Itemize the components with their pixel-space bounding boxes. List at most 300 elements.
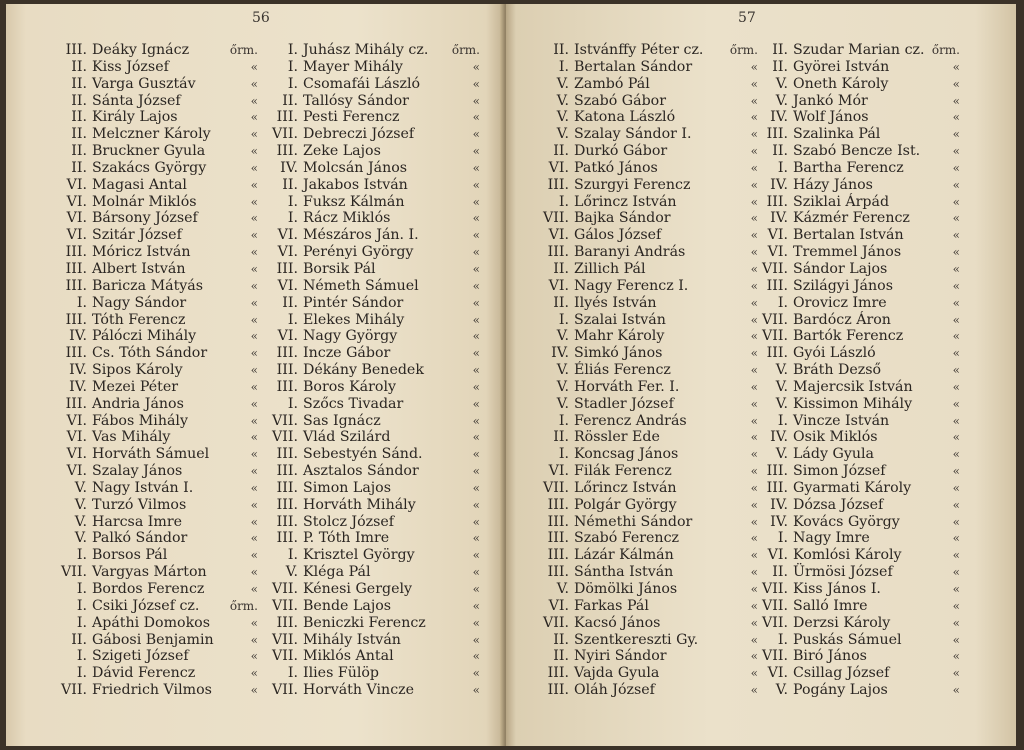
entry-rank: V. (556, 362, 569, 379)
entry-name: Komlósi Károly (793, 547, 902, 564)
entry-rank-mark: « (250, 565, 258, 580)
entry-name: Bartha Ferencz (793, 159, 904, 176)
entry-rank: V. (556, 378, 569, 395)
entry-rank: IV. (69, 362, 87, 379)
entry-rank-mark: « (750, 211, 758, 226)
entry-name: Deáky Ignácz (92, 42, 190, 58)
entry-rank: VII. (762, 260, 788, 277)
entry-name: Gábosi Benjamin (92, 631, 214, 648)
entry-rank-mark: « (472, 464, 480, 479)
entry-rank: I. (287, 311, 298, 328)
entry-name: Gálos József (574, 227, 662, 244)
entry-name: Baranyi András (574, 244, 686, 261)
roster-entry (268, 313, 480, 328)
entry-rank: VI. (66, 446, 87, 463)
entry-name: Orovicz Imre (793, 294, 887, 311)
entry-rank: III. (65, 395, 87, 412)
entry-name: Rácz Miklós (303, 210, 391, 227)
entry-rank: VI. (277, 277, 298, 294)
entry-rank-mark: « (750, 565, 758, 580)
entry-name: Borsos Pál (92, 547, 168, 564)
roster-entry (58, 633, 258, 648)
entry-name: Magasi Antal (92, 176, 187, 193)
entry-name: Molnár Miklós (92, 193, 197, 210)
entry-rank-mark: « (952, 598, 960, 613)
entry-rank: I. (558, 412, 569, 429)
roster-entry (540, 599, 758, 614)
roster-entry (758, 228, 960, 243)
entry-name: Palkó Sándor (92, 530, 188, 547)
entry-rank-mark: « (750, 615, 758, 630)
entry-rank: VII. (762, 311, 788, 328)
roster-entry (268, 599, 480, 614)
entry-rank: VII. (272, 429, 298, 446)
entry-rank: V. (775, 682, 788, 699)
roster-entry (540, 397, 758, 412)
entry-rank: III. (276, 362, 298, 379)
entry-rank-mark: « (952, 144, 960, 159)
roster-entry (58, 195, 258, 210)
roster-entry (268, 481, 480, 496)
entry-name: Kissimon Mihály (793, 395, 913, 412)
entry-rank-mark: « (472, 582, 480, 596)
roster-entry (540, 329, 758, 344)
roster-entry (758, 211, 960, 226)
roster-entry (758, 649, 960, 664)
entry-rank: III. (65, 260, 87, 277)
entry-name: Tallósy Sándor (303, 92, 409, 109)
entry-name: Katona László (574, 109, 676, 126)
roster-entry (540, 60, 758, 75)
entry-rank-mark: « (472, 565, 480, 580)
entry-name: Jakabos István (303, 176, 408, 193)
entry-name: Bartók Ferencz (793, 328, 904, 345)
entry-rank: I. (76, 648, 87, 665)
roster-entry (540, 481, 758, 496)
roster-entry (58, 649, 258, 664)
roster-entry (540, 296, 758, 311)
entry-rank-mark: « (250, 413, 258, 428)
roster-entry (758, 279, 960, 294)
entry-name: Nyiri Sándor (574, 648, 667, 665)
roster-entry (268, 447, 480, 462)
entry-rank-mark: « (472, 413, 480, 428)
entry-rank: VII. (762, 648, 788, 665)
entry-rank: I. (777, 294, 788, 311)
entry-rank-mark: « (472, 127, 480, 142)
entry-rank: II. (71, 631, 87, 648)
entry-rank: III. (65, 42, 87, 58)
entry-rank: VII. (762, 328, 788, 345)
entry-rank: III. (65, 311, 87, 328)
entry-rank: II. (71, 159, 87, 176)
entry-name: Nagy György (303, 328, 398, 345)
entry-name: Osik Miklós (793, 429, 878, 446)
entry-name: Mayer Mihály (303, 58, 403, 75)
entry-rank-mark: őrm. (451, 43, 480, 57)
entry-rank: V. (556, 75, 569, 92)
entry-name: Harcsa Imre (92, 513, 183, 530)
entry-rank: I. (777, 412, 788, 429)
entry-rank-mark: « (250, 514, 258, 529)
roster-entry (758, 599, 960, 614)
entry-rank: VI. (548, 463, 569, 480)
roster-entry (268, 397, 480, 412)
roster-entry (758, 464, 960, 479)
entry-rank: I. (76, 665, 87, 682)
entry-name: Patkó János (574, 159, 658, 176)
entry-name: Beniczki Ferencz (303, 614, 426, 631)
entry-name: Dózsa József (793, 496, 884, 513)
roster-entry (58, 666, 258, 681)
roster-entry (58, 296, 258, 311)
entry-rank: II. (553, 294, 569, 311)
entry-name: Krisztel György (303, 547, 415, 564)
entry-rank: VI. (66, 193, 87, 210)
entry-rank-mark: « (952, 413, 960, 428)
entry-rank-mark: « (750, 278, 758, 293)
entry-rank: VII. (762, 581, 788, 597)
entry-rank: IV. (770, 210, 788, 227)
roster-entry (758, 94, 960, 109)
entry-rank-mark: « (750, 363, 758, 378)
entry-rank-mark: « (952, 329, 960, 344)
roster-entry (540, 498, 758, 513)
entry-rank: III. (65, 244, 87, 261)
entry-name: Juhász Mihály cz. (303, 42, 429, 58)
entry-rank: VI. (66, 210, 87, 227)
entry-rank-mark: « (750, 464, 758, 479)
entry-rank: V. (74, 513, 87, 530)
entry-rank: V. (775, 446, 788, 463)
entry-rank: I. (777, 631, 788, 648)
entry-rank-mark: « (472, 615, 480, 630)
entry-rank-mark: « (250, 379, 258, 394)
entry-rank: III. (547, 496, 569, 513)
roster-entry (758, 414, 960, 429)
entry-rank: VII. (272, 597, 298, 614)
roster-entry (758, 313, 960, 328)
entry-rank: I. (76, 581, 87, 597)
entry-rank-mark: « (952, 110, 960, 125)
entry-rank-mark: « (250, 93, 258, 108)
entry-rank-mark: « (250, 245, 258, 260)
entry-name: Szalay Sándor I. (574, 126, 692, 143)
entry-rank: IV. (770, 109, 788, 126)
entry-name: Dávid Ferencz (92, 665, 196, 682)
roster-entry (758, 447, 960, 462)
entry-rank-mark: « (952, 295, 960, 310)
right-page (506, 4, 1016, 746)
entry-name: Lády Gyula (793, 446, 874, 463)
entry-rank: IV. (770, 176, 788, 193)
entry-rank: III. (547, 530, 569, 547)
roster-entry (268, 211, 480, 226)
roster-entry (540, 430, 758, 445)
roster-entry (268, 616, 480, 631)
roster-entry (540, 262, 758, 277)
entry-name: Apáthi Domokos (92, 614, 211, 631)
entry-name: Majercsik István (793, 378, 913, 395)
entry-name: Nagy Sándor (92, 294, 187, 311)
entry-rank-mark: « (750, 59, 758, 74)
roster-entry (268, 161, 480, 176)
roster-entry (58, 245, 258, 260)
roster-entry (540, 414, 758, 429)
entry-rank-mark: « (250, 497, 258, 512)
entry-rank: III. (547, 547, 569, 564)
entry-rank-mark: « (952, 497, 960, 512)
entry-rank-mark: « (250, 329, 258, 344)
entry-rank-mark: « (472, 598, 480, 613)
entry-rank-mark: « (472, 194, 480, 209)
entry-rank-mark: « (952, 245, 960, 260)
entry-rank: VII. (272, 682, 298, 699)
entry-name: Turzó Vilmos (92, 496, 187, 513)
entry-rank: VII. (543, 614, 569, 631)
entry-rank-mark: « (750, 228, 758, 243)
roster-entry (758, 548, 960, 563)
entry-rank-mark: « (952, 228, 960, 243)
entry-rank: VII. (272, 126, 298, 143)
entry-rank: III. (276, 513, 298, 530)
entry-rank-mark: « (750, 683, 758, 698)
entry-rank-mark: « (250, 127, 258, 142)
entry-rank-mark: « (472, 480, 480, 495)
entry-name: Sebestyén Sánd. (303, 446, 423, 463)
entry-rank-mark: « (750, 447, 758, 462)
entry-name: Lőrincz István (574, 193, 677, 210)
entry-rank-mark: « (952, 127, 960, 142)
entry-name: Kázmér Ferencz (793, 210, 910, 227)
roster-entry (58, 178, 258, 193)
roster-entry (58, 279, 258, 294)
entry-rank-mark: « (952, 76, 960, 91)
roster-entry (758, 77, 960, 92)
entry-rank-mark: « (952, 447, 960, 462)
entry-rank-mark: « (250, 582, 258, 596)
entry-rank-mark: « (250, 346, 258, 361)
roster-entry (758, 531, 960, 546)
entry-rank: VI. (66, 463, 87, 480)
entry-rank: VII. (272, 581, 298, 597)
entry-rank-mark: « (472, 346, 480, 361)
entry-rank-mark: « (472, 666, 480, 681)
entry-name: Miklós Antal (303, 648, 394, 665)
roster-entry (758, 178, 960, 193)
entry-name: Gyarmati Károly (793, 479, 912, 496)
entry-rank: II. (282, 294, 298, 311)
entry-rank-mark: « (952, 480, 960, 495)
entry-rank: V. (775, 378, 788, 395)
entry-rank: VII. (272, 412, 298, 429)
entry-rank-mark: « (250, 666, 258, 681)
entry-name: Fábos Mihály (92, 412, 188, 429)
entry-name: Szudar Marian cz. (793, 42, 925, 58)
entry-rank-mark: « (472, 548, 480, 563)
entry-rank-mark: « (250, 615, 258, 630)
entry-rank-mark: « (952, 177, 960, 192)
entry-rank-mark: « (250, 278, 258, 293)
entry-rank: III. (547, 682, 569, 699)
entry-name: Mahr Károly (574, 328, 665, 345)
entry-rank: I. (76, 547, 87, 564)
entry-rank-mark: « (250, 177, 258, 192)
entry-rank-mark: « (250, 683, 258, 698)
entry-rank-mark: « (952, 346, 960, 361)
entry-rank-mark: « (952, 683, 960, 698)
entry-rank-mark: « (472, 447, 480, 462)
entry-rank: III. (65, 277, 87, 294)
roster-entry (268, 329, 480, 344)
entry-name: Némethi Sándor (574, 513, 693, 530)
entry-rank-mark: « (250, 632, 258, 647)
entry-rank: IV. (69, 378, 87, 395)
roster-entry (268, 380, 480, 395)
entry-name: Sas Ignácz (303, 412, 381, 429)
entry-name: Dékány Benedek (303, 362, 424, 379)
entry-name: Perényi György (303, 244, 414, 261)
roster-entry (58, 616, 258, 631)
entry-name: Csiki József cz. (92, 597, 200, 614)
entry-name: Szilágyi János (793, 277, 893, 294)
entry-name: Bordos Ferencz (92, 581, 205, 597)
roster-entry (758, 498, 960, 513)
roster-entry (758, 430, 960, 445)
entry-rank: VI. (66, 429, 87, 446)
entry-name: Kacsó János (574, 614, 661, 631)
entry-name: Bertalan Sándor (574, 58, 693, 75)
entry-rank-mark: « (250, 144, 258, 159)
entry-rank-mark: « (250, 531, 258, 546)
entry-name: Zillich Pál (574, 260, 646, 277)
entry-rank-mark: « (250, 261, 258, 276)
entry-rank: III. (276, 614, 298, 631)
entry-rank-mark: « (952, 59, 960, 74)
roster-entry (540, 110, 758, 125)
entry-name: Asztalos Sándor (303, 463, 419, 480)
entry-name: Zambó Pál (574, 75, 650, 92)
roster-entry (268, 279, 480, 294)
entry-rank-mark: « (750, 144, 758, 159)
entry-rank: III. (766, 345, 788, 362)
entry-name: Ilies Fülöp (303, 665, 380, 682)
entry-rank: VI. (548, 159, 569, 176)
entry-name: Sándor Lajos (793, 260, 888, 277)
roster-entry (758, 363, 960, 378)
entry-name: Wolf János (793, 109, 869, 126)
entry-rank-mark: « (750, 430, 758, 445)
roster-entry (540, 548, 758, 563)
entry-rank: I. (287, 58, 298, 75)
roster-entry (758, 43, 960, 58)
roster-entry (758, 346, 960, 361)
entry-rank-mark: « (250, 447, 258, 462)
entry-rank-mark: « (952, 194, 960, 209)
roster-entry (758, 616, 960, 631)
entry-name: Szurgyi Ferencz (574, 176, 691, 193)
entry-rank: I. (287, 547, 298, 564)
entry-name: Nagy Imre (793, 530, 870, 547)
roster-entry (58, 329, 258, 344)
entry-rank-mark: « (250, 76, 258, 91)
entry-rank-mark: « (952, 548, 960, 563)
entry-name: Nagy Ferencz I. (574, 277, 689, 294)
entry-rank-mark: « (250, 548, 258, 563)
entry-name: Horváth Vincze (303, 682, 415, 699)
entry-name: Bende Lajos (303, 597, 392, 614)
roster-entry (268, 94, 480, 109)
roster-entry (268, 144, 480, 159)
entry-rank: III. (276, 378, 298, 395)
entry-rank: I. (76, 614, 87, 631)
entry-name: Melczner Károly (92, 126, 211, 143)
roster-entry (758, 245, 960, 260)
roster-entry (58, 77, 258, 92)
roster-entry (540, 633, 758, 648)
entry-rank-mark: « (472, 329, 480, 344)
entry-rank-mark: « (750, 93, 758, 108)
entry-rank: I. (76, 597, 87, 614)
entry-rank-mark: « (750, 413, 758, 428)
roster-entry (268, 228, 480, 243)
entry-rank-mark: « (952, 261, 960, 276)
entry-name: Horváth Fer. I. (574, 378, 680, 395)
entry-rank: VI. (277, 227, 298, 244)
entry-rank-mark: « (750, 160, 758, 175)
entry-rank-mark: « (472, 497, 480, 512)
entry-rank: I. (558, 58, 569, 75)
entry-name: Mihály István (303, 631, 401, 648)
entry-name: Friedrich Vilmos (92, 682, 212, 699)
entry-name: Kléga Pál (303, 564, 371, 581)
roster-entry (758, 380, 960, 395)
entry-name: Farkas Pál (574, 597, 649, 614)
entry-name: Lőrincz István (574, 479, 677, 496)
roster-entry (540, 245, 758, 260)
entry-name: Derzsi Károly (793, 614, 891, 631)
entry-rank: V. (285, 564, 298, 581)
roster-entry (58, 380, 258, 395)
entry-name: Horváth Sámuel (92, 446, 210, 463)
roster-entry (58, 531, 258, 546)
entry-rank-mark: « (952, 430, 960, 445)
entry-rank: II. (282, 92, 298, 109)
entry-rank-mark: « (250, 312, 258, 327)
entry-rank: VI. (767, 244, 788, 261)
entry-rank: II. (71, 109, 87, 126)
roster-entry (540, 346, 758, 361)
entry-name: Lázár Kálmán (574, 547, 674, 564)
entry-rank: VII. (61, 564, 87, 581)
entry-rank: III. (276, 143, 298, 160)
entry-name: Györei István (793, 58, 890, 75)
entry-rank: III. (276, 446, 298, 463)
roster-entry (758, 110, 960, 125)
entry-rank-mark: « (750, 497, 758, 512)
entry-name: Baricza Mátyás (92, 277, 204, 294)
entry-rank-mark: őrm. (931, 43, 960, 57)
left-page-column-2 (268, 43, 480, 698)
entry-name: Ürmösi József (793, 564, 893, 581)
roster-entry (758, 144, 960, 159)
entry-name: Simkó János (574, 345, 663, 362)
roster-entry (58, 144, 258, 159)
right-page-column-2 (758, 43, 960, 698)
entry-rank: I. (76, 294, 87, 311)
entry-name: Stolcz József (303, 513, 395, 530)
entry-rank: I. (558, 311, 569, 328)
